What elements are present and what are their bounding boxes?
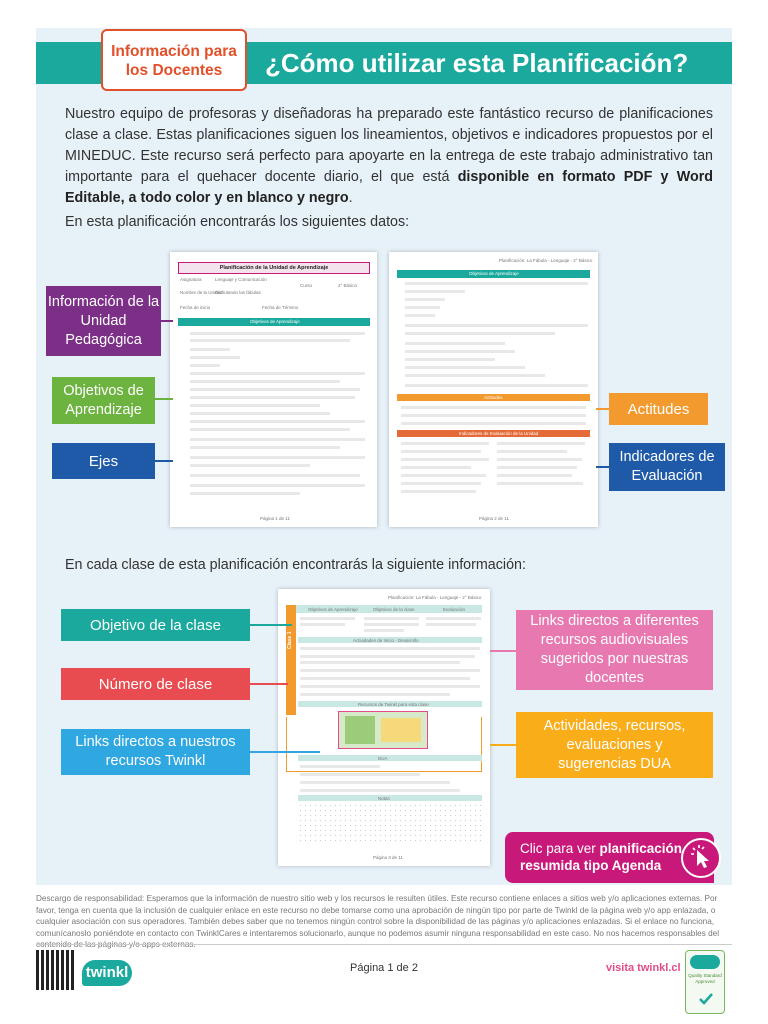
cta-line1: Clic para ver planificación [520, 841, 683, 856]
row-fecha: Fecha de inicio [180, 305, 211, 310]
qr-code[interactable] [36, 950, 76, 990]
quality-standard-badge [685, 950, 725, 1014]
intro-bold: disponible en formato PDF y Word Editable, a todo color y en blanco y negro [65, 169, 713, 206]
label-ejes: Ejes [52, 443, 155, 479]
twinkl-logo[interactable]: twinkl [82, 960, 132, 986]
curso-label: Curso [300, 283, 313, 288]
dua-label: DUA [378, 756, 388, 761]
badge-text: Quality Standard Approved [688, 973, 722, 984]
label-links-twinkl: Links directos a nuestros recursos Twinkl [61, 729, 250, 775]
curso-value: 2° Básico [338, 283, 358, 288]
recursos-label: Recursos de Twinkl para esta clase [358, 702, 429, 707]
check-icon [698, 991, 714, 1007]
intro-text: Nuestro equipo de profesoras y diseñadoras ha preparado este fantástico recurso de planificaciones clase a clase. Estas planificaciones siguen los lineamientos, objetivos e indicadores propuestos por el MINEDUC. Este recurso será perfecto para apoyarte en la entrega de este trabajo administrativo tan importante para el quehacer docente diario, el que está [65, 106, 713, 185]
page-number-1: Página 1 de 11 [260, 516, 290, 521]
page-number-2: Página 2 de 11 [479, 516, 509, 521]
plan-page-2-preview [389, 252, 598, 527]
page-number-3: Página 3 de 11 [373, 855, 403, 860]
class-page-preview [278, 589, 490, 866]
class-doc-top: Planificación: La Fábula - Lenguaje - 2° Básico [388, 595, 482, 600]
label-unidad: Información de la Unidad Pedagógica [46, 286, 161, 356]
indicadores-header: Indicadores de Evaluación de la Unidad [459, 431, 539, 436]
actividades-label: Actividades de Inicio - Desarrollo [353, 638, 419, 643]
cta-line2: resumida tipo Agenda [520, 858, 662, 873]
val-fecha-termino: Fecha de Término [262, 305, 299, 310]
oa-header-2: Objetivos de Aprendizaje [469, 271, 519, 276]
col-objetivos-clase: Objetivos de la clase [373, 607, 415, 612]
section1-heading: En esta planificación encontrarás los siguientes datos: [65, 214, 410, 230]
col-oa: Objetivos de Aprendizaje [308, 607, 358, 612]
cursor-click-icon [681, 838, 721, 878]
clase-number: Clase 1 [287, 631, 293, 649]
badge-logo-icon [690, 955, 720, 969]
col-evaluacion: Evaluación [443, 607, 466, 612]
label-actitudes: Actitudes [609, 393, 708, 425]
intro-end: . [348, 190, 353, 206]
notas-label: Notas [378, 796, 390, 801]
label-numero-clase: Número de clase [61, 668, 250, 700]
disclaimer-text: Descargo de responsabilidad: Esperamos que la información de nuestro sitio web y los recursos le resulten útiles. Este recurso contiene enlaces a sitios web y/o aplicaciones externas. Por favor, tenga en cuenta que la inclusión de cualquier enlace en este recurso no debe tomarse como una aprobación de ningún tipo por parte de Twinkl de la página web y/o app enlazada, o cualquier asociación con sus operadores. También debes saber que no tenemos ningún control sobre la disponibilidad de las páginas y/o aplicaciones enlazadas. Si el enlace no funciona, comunícanoslo poniéndote en contacto con TwinklCares e intentaremos solucionarlo, aunque no podemos asumir ninguna responsabilidad en este caso. No nos hacemos responsables del [36, 894, 720, 938]
actitudes-header: Actitudes [484, 395, 503, 400]
val-asignatura: Lenguaje y Comunicación [215, 277, 267, 282]
oa-header: Objetivos de Aprendizaje [250, 319, 300, 324]
intro-paragraph [65, 104, 713, 209]
label-objetivos: Objetivos de Aprendizaje [52, 377, 155, 424]
plan-page-1-preview [170, 252, 377, 527]
doc-top-label: Planificación: La Fábula - Lenguaje - 2° Básico [499, 258, 593, 263]
info-badge-line1: Información para [111, 43, 237, 60]
label-actividades-dua: Actividades, recursos, evaluaciones y sugerencias DUA [516, 712, 713, 778]
visit-twinkl-link[interactable]: visita twinkl.cl [606, 962, 681, 974]
info-badge-line2: los Docentes [125, 62, 223, 79]
row-unidad: Nombre de la Unidad [180, 290, 223, 295]
val-unidad: Disfrutando las fábulas [215, 290, 261, 295]
footer-divider [36, 944, 732, 945]
page-title: ¿Cómo utilizar esta Planificación? [265, 48, 689, 78]
info-badge [101, 29, 247, 91]
section2-heading: En cada clase de esta planificación encontrarás la siguiente información: [65, 557, 526, 573]
plan-title: Planificación de la Unidad de Aprendizaje [178, 262, 370, 274]
label-objetivo-clase: Objetivo de la clase [61, 609, 250, 641]
footer-page-number: Página 1 de 2 [350, 962, 418, 974]
row-asignatura: Asignatura [180, 277, 202, 282]
label-links-audiovisuales: Links directos a diferentes recursos audiovisuales sugeridos por nuestras docentes [516, 610, 713, 690]
label-indicadores: Indicadores de Evaluación [609, 443, 725, 491]
